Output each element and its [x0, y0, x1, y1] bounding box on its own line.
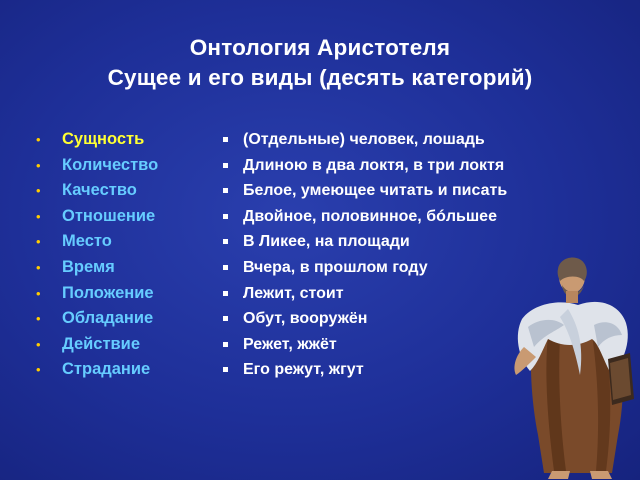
- bullet-dot-icon: •: [36, 259, 41, 275]
- example-text: Режет, жжёт: [243, 335, 337, 353]
- bullet-dot-icon: •: [36, 311, 41, 327]
- example-item: [220, 178, 550, 204]
- bullet-dot-icon: •: [36, 132, 41, 147]
- category-label: Сущность: [62, 130, 145, 148]
- bullet-dot-icon: •: [36, 362, 41, 378]
- bullet-square-icon: [223, 137, 228, 142]
- example-text: Двойное, половинное, бóльшее: [243, 207, 497, 225]
- bullet-dot-icon: •: [36, 285, 41, 301]
- bullet-square-icon: [223, 239, 228, 244]
- category-item: [36, 332, 216, 358]
- slide-subtitle: Сущее и его виды (десять категорий): [107, 65, 533, 90]
- example-item: [220, 306, 550, 332]
- category-label: Время: [62, 257, 115, 276]
- example-text: Белое, умеющее читать и писать: [243, 182, 508, 200]
- category-item: [36, 127, 216, 153]
- category-label: Количество: [62, 155, 159, 174]
- bullet-square-icon: [223, 188, 228, 193]
- aristotle-figure-icon: [508, 235, 640, 480]
- example-text: Его режут, жгут: [243, 361, 364, 379]
- bullet-square-icon: [223, 214, 228, 219]
- example-text: В Ликее, на площади: [243, 233, 410, 251]
- bullet-square-icon: [223, 342, 228, 347]
- category-list: [36, 127, 216, 383]
- bullet-square-icon: [223, 316, 228, 321]
- category-label: Качество: [62, 181, 137, 200]
- category-item: [36, 153, 216, 179]
- example-item: [220, 332, 550, 358]
- bullet-square-icon: [223, 265, 228, 270]
- example-item: [220, 204, 550, 230]
- category-item: [36, 281, 216, 307]
- bullet-dot-icon: •: [36, 157, 41, 173]
- bullet-square-icon: [223, 163, 228, 168]
- example-item: [220, 229, 550, 255]
- example-item: [220, 153, 550, 179]
- category-item: [36, 306, 216, 332]
- example-item: [220, 357, 550, 383]
- example-text: (Отдельные) человек, лошадь: [243, 131, 485, 148]
- category-label: Страдание: [62, 360, 151, 379]
- bullet-dot-icon: •: [36, 208, 41, 224]
- example-item: [220, 255, 550, 281]
- example-text: Вчера, в прошлом году: [243, 258, 428, 276]
- category-label: Действие: [62, 334, 140, 353]
- category-item: [36, 204, 216, 230]
- example-item: [220, 127, 550, 153]
- bullet-dot-icon: •: [36, 234, 41, 250]
- category-item: [36, 178, 216, 204]
- category-label: Место: [62, 232, 112, 251]
- bullet-square-icon: [223, 367, 228, 372]
- example-list: [220, 127, 550, 383]
- example-item: [220, 281, 550, 307]
- category-label: Положение: [62, 283, 154, 302]
- example-text: Обут, вооружён: [243, 310, 368, 328]
- example-text: Длиною в два локтя, в три локтя: [243, 156, 505, 174]
- example-text: Лежит, стоит: [243, 284, 344, 302]
- bullet-dot-icon: •: [36, 183, 41, 199]
- bullet-dot-icon: •: [36, 336, 41, 352]
- bullet-square-icon: [223, 291, 228, 296]
- category-label: Обладание: [62, 309, 154, 328]
- category-item: [36, 229, 216, 255]
- category-item: [36, 357, 216, 383]
- category-label: Отношение: [62, 206, 156, 225]
- slide-title: Онтология Аристотеля: [189, 35, 451, 60]
- category-item: [36, 255, 216, 281]
